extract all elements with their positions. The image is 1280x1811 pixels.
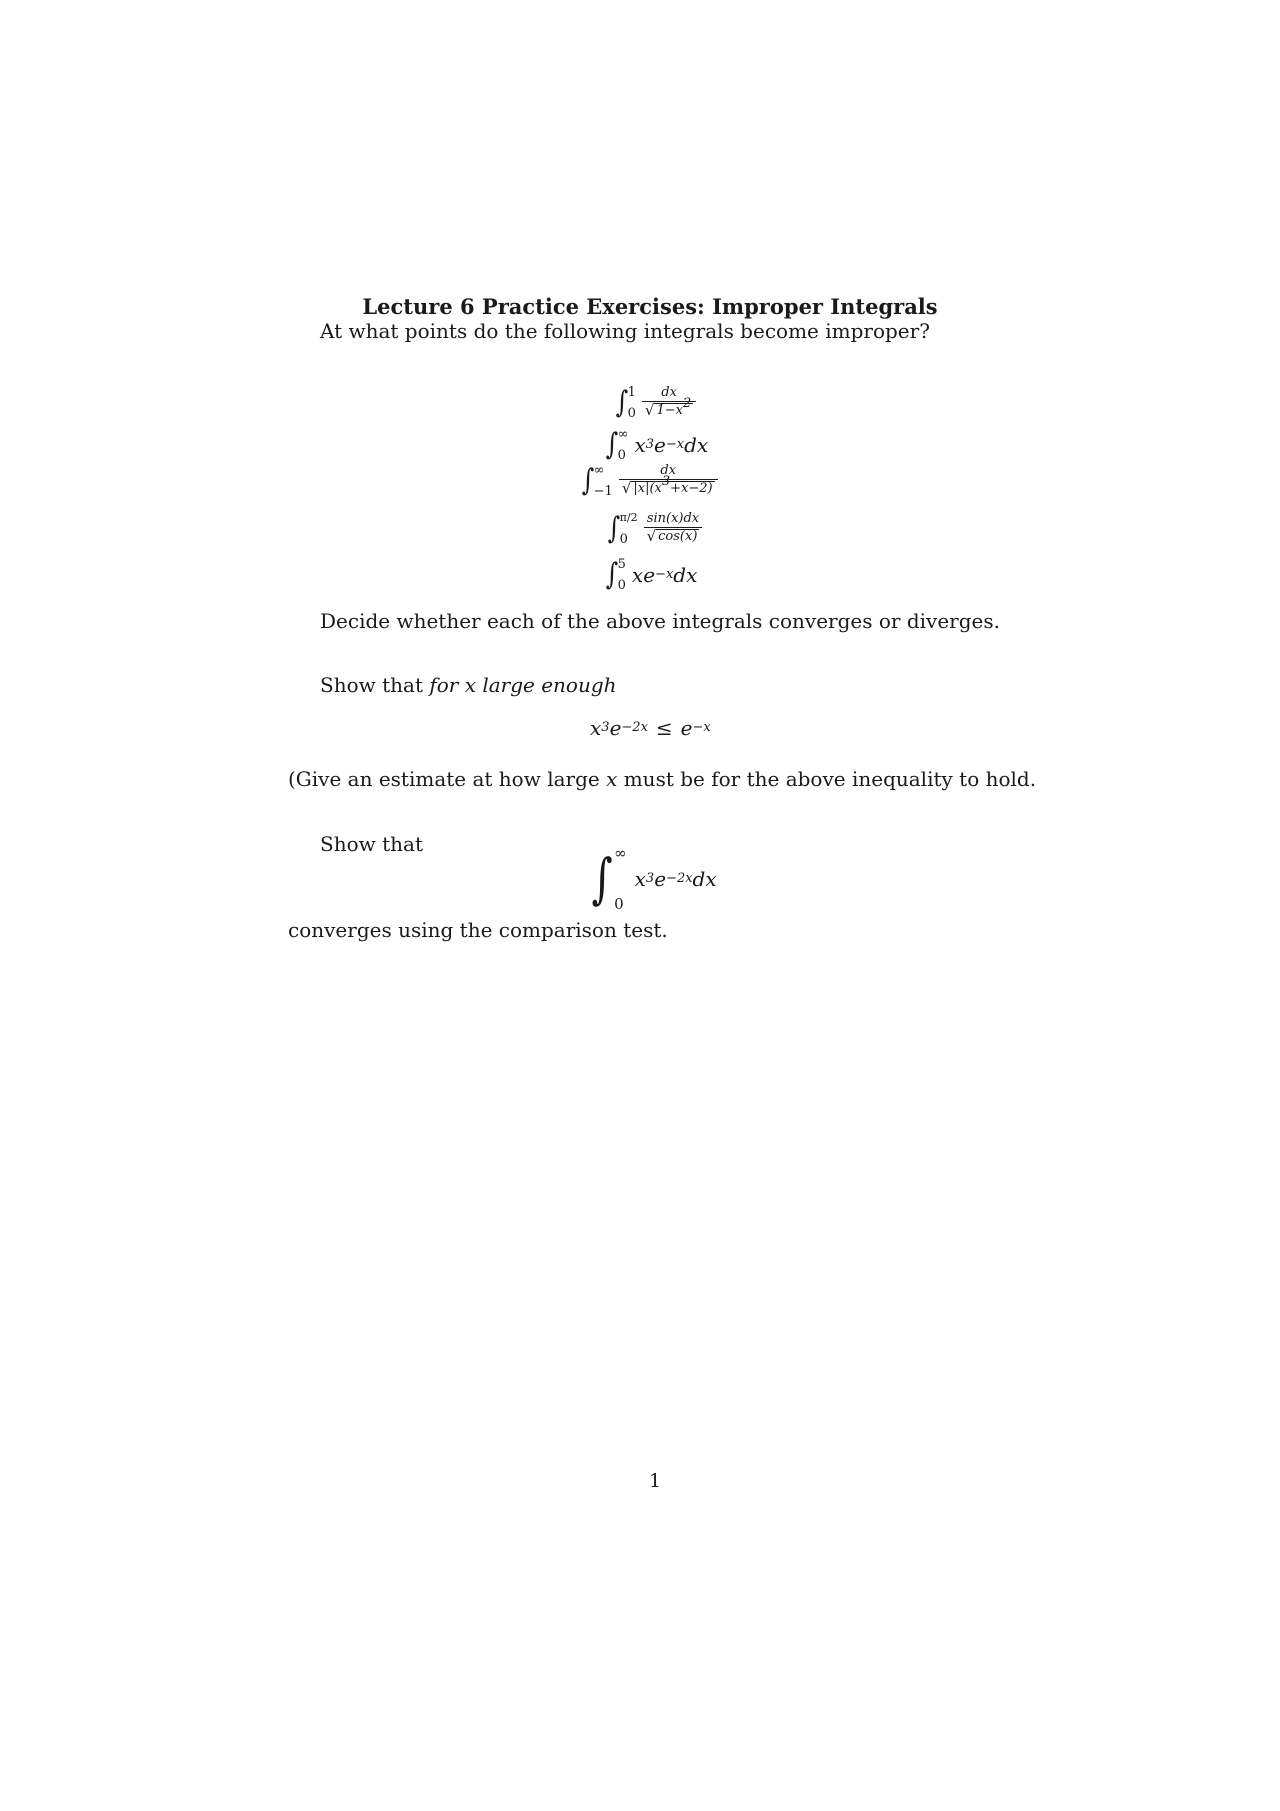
integral-sign: ∫ π/2 0 (607, 511, 638, 548)
fraction: dx √ $1-x^2$ (642, 386, 696, 420)
integral-2: ∫ ∞ 0 x 3 e −x dx (605, 427, 709, 463)
integral-sign: ∫ 5 0 (605, 557, 626, 593)
fraction: sin(x)dx √ cos(x) (644, 512, 703, 546)
show-that-2: Show that (320, 832, 423, 856)
integral-sign: ∫ ∞ 0 (605, 427, 629, 463)
integral-sign: ∫ ∞ −1 (581, 463, 613, 500)
converges-text: converges using the comparison test. (288, 918, 668, 942)
comparison-integral: ∫ ∞ 0 x 3 e −2x dx (588, 846, 717, 912)
fraction: dx √ $|x|(x^3+x-2)$ (619, 464, 718, 498)
integral-5: ∫ 5 0 xe −x dx (605, 557, 698, 593)
page-title: Lecture 6 Practice Exercises: Improper Integrals (362, 294, 938, 319)
show-that-1: Show that for x large enough (320, 673, 617, 697)
decide-text: Decide whether each of the above integrals converges or diverges. (320, 609, 1000, 633)
integral-sign: ∫ 1 0 (615, 385, 636, 422)
inequality: x 3 e −2x ≤ e −x (590, 716, 711, 740)
integral-4 (606, 512, 702, 546)
intro-text: At what points do the following integrals become improper? (320, 319, 930, 343)
estimate-text: (Give an estimate at how large x must be for the above inequality to hold. (288, 767, 1037, 791)
integral-3 (580, 464, 718, 498)
integral-sign: ∫ ∞ 0 (591, 844, 627, 913)
page-number: 1 (648, 1470, 662, 1492)
integral-1 (614, 386, 696, 420)
